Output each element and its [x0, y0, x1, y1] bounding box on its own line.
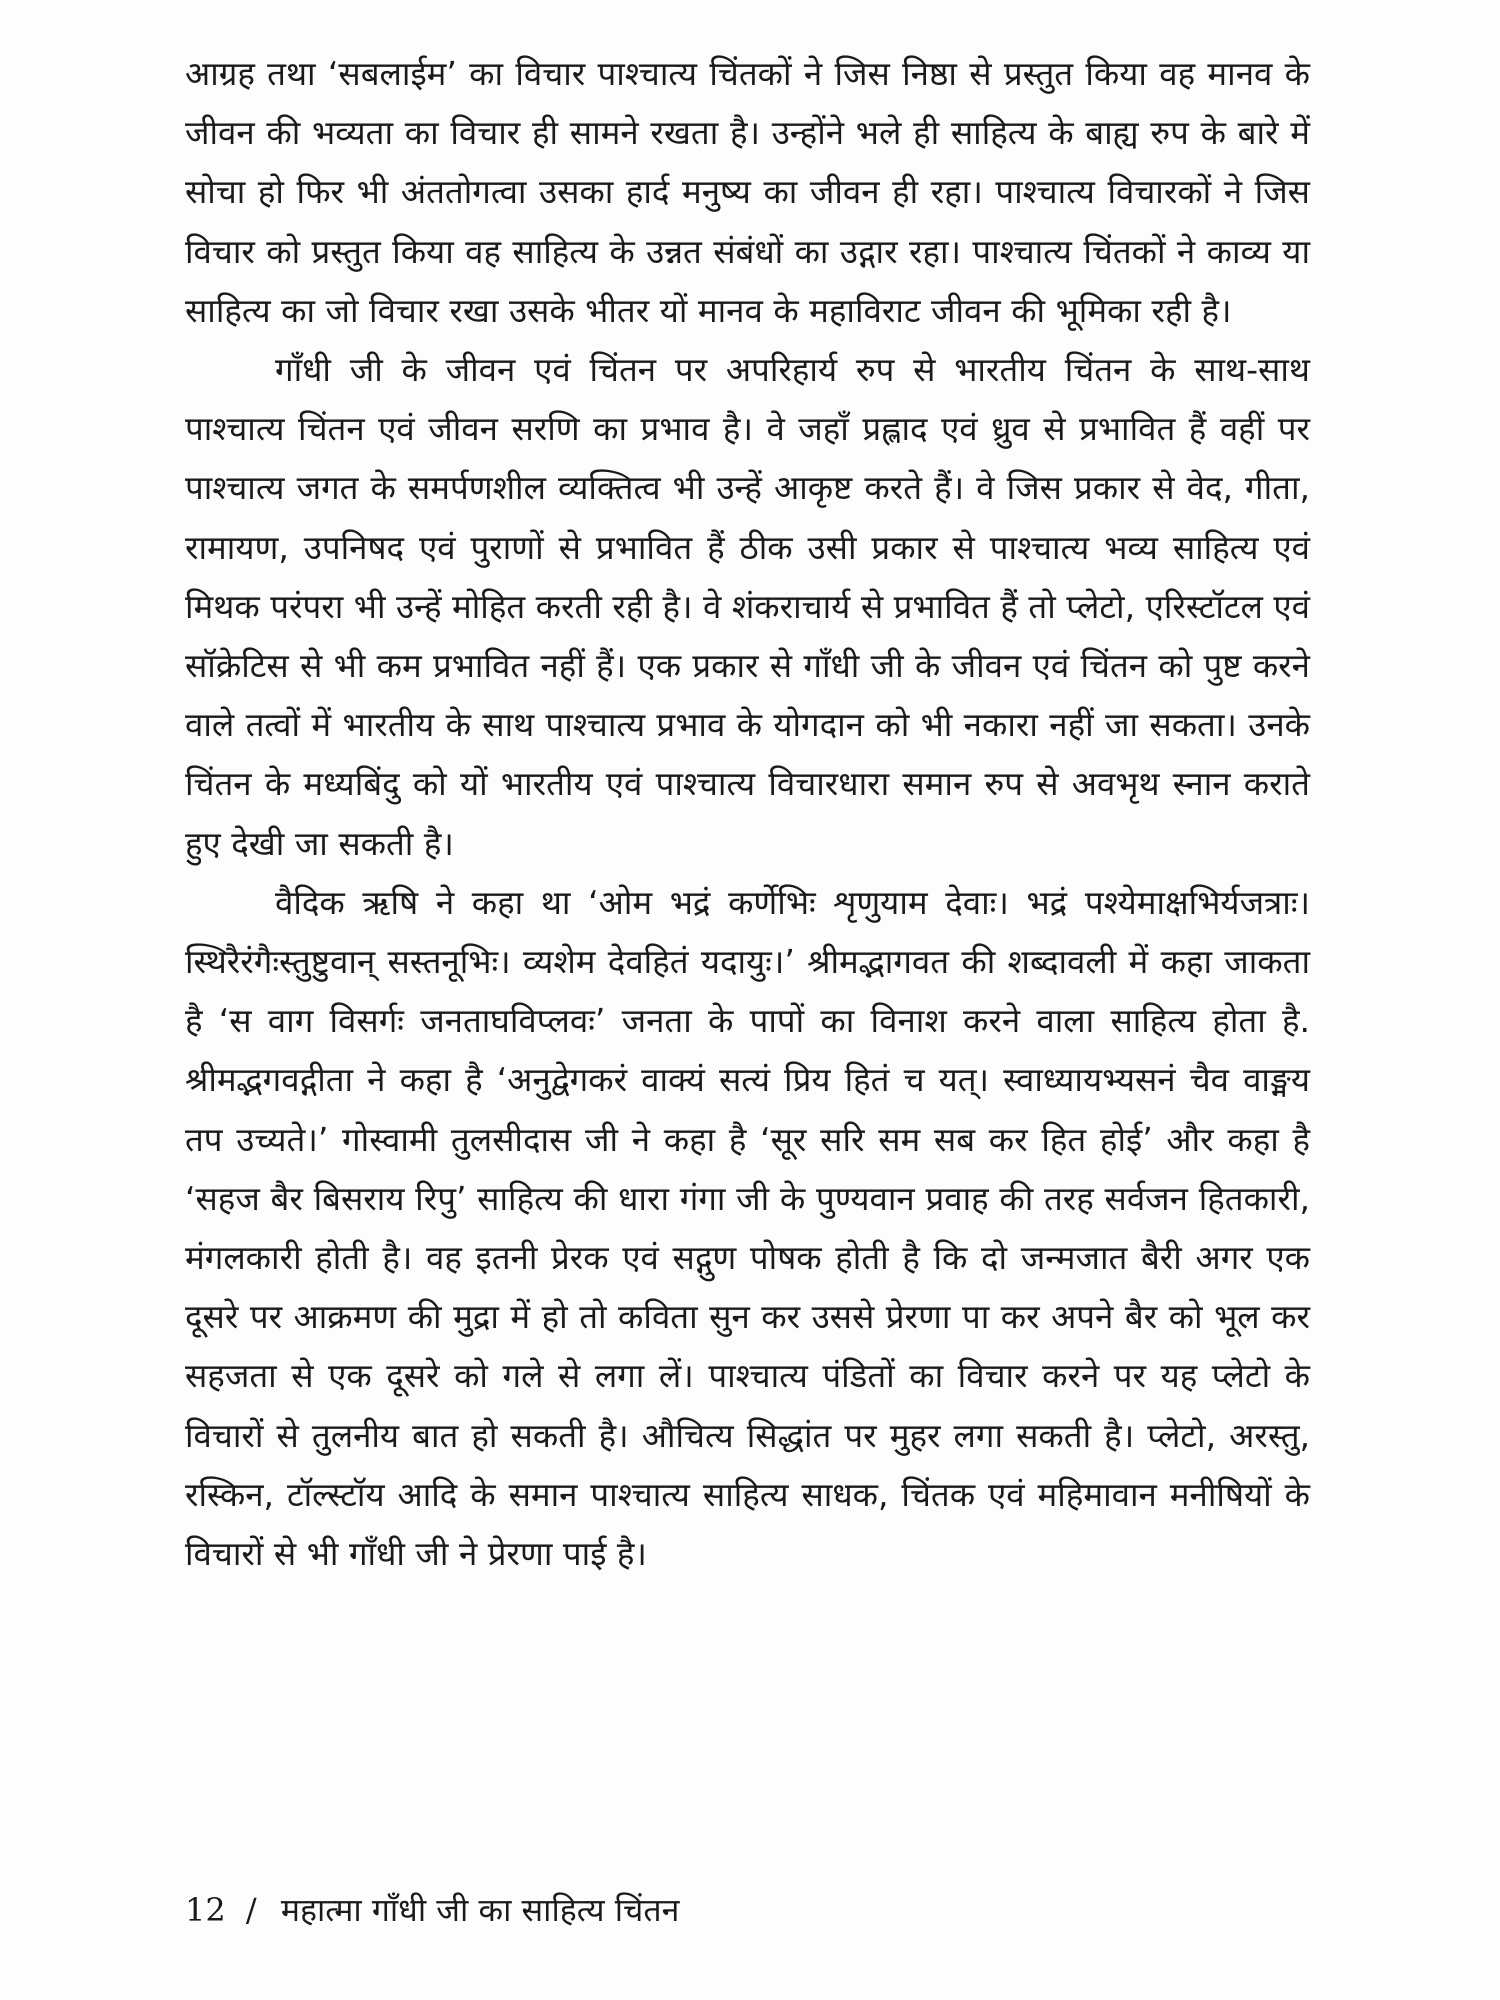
footer-separator: / [245, 1891, 257, 1929]
paragraph-continuation: आग्रह तथा ‘सबलाईम’ का विचार पाश्चात्य चिंतकों ने जिस निष्ठा से प्रस्तुत किया वह मानव के जीवन की भव्यता का विचार ही सामने रखता है। उन्होंने भले ही साहित्य के बाह्य रुप के बारे में सोचा हो फिर भी अंततोगत्वा उसका हार्द मनुष्य का जीवन ही रहा। पाश्चात्य विचारकों ने जिस विचार को प्रस्तुत किया वह साहित्य के उन्नत संबंधों का उद्गार रहा। पाश्चात्य चिंतकों ने काव्य या साहित्य का जो विचार रखा उसके भीतर यों मानव के महाविराट जीवन की भूमिका रही है। [185, 54, 1310, 330]
paragraph-vedic-quotes: वैदिक ऋषि ने कहा था ‘ओम भद्रं कर्णेभिः शृणुयाम देवाः। भद्रं पश्येमाक्षभिर्यजत्राः। स्थिरैरंगैःस्तुष्टुवान् सस्तनूभिः। व्यशेम देवहितं यदायुः।’ श्रीमद्भागवत की शब्दावली में कहा जाकता है ‘स वाग विसर्गः जनताघविप्लवः’ जनता के पापों का विनाश करने वाला साहित्य होता है. श्रीमद्भगवद्गीता ने कहा है ‘अनुद्वेगकरं वाक्यं सत्यं प्रिय हितं च यत्। स्वाध्यायभ्यसनं चैव वाङ्मय तप उच्यते।’ गोस्वामी तुलसीदास जी ने कहा है ‘सूर सरि सम सब कर हित होई’ और कहा है ‘सहज बैर बिसराय रिपु’ साहित्य की धारा गंगा जी के पुण्यवान प्रवाह की तरह सर्वजन हितकारी, मंगलकारी होती है। वह इतनी प्रेरक एवं सद्गुण पोषक होती है कि दो जन्मजात बैरी अगर एक दूसरे पर आक्रमण की मुद्रा में हो तो कविता सुन कर उससे प्रेरणा पा कर अपने बैर को भूल कर सहजता से एक दूसरे को गले से लगा लें। पाश्चात्य पंडितों का विचार करने पर यह प्लेटो के विचारों से तुलनीय बात हो सकती है। औचित्य सिद्धांत पर मुहर लगा सकती है। प्लेटो, अरस्तु, रस्किन, टॉल्स्टॉय आदि के समान पाश्चात्य साहित्य साधक, चिंतक एवं महिमावान मनीषियों के विचारों से भी गाँधी जी ने प्रेरणा पाई है। [185, 882, 1310, 1574]
paragraph-gandhi-influences: गाँधी जी के जीवन एवं चिंतन पर अपरिहार्य रुप से भारतीय चिंतन के साथ-साथ पाश्चात्य चिंतन एवं जीवन सरणि का प्रभाव है। वे जहाँ प्रह्लाद एवं ध्रुव से प्रभावित हैं वहीं पर पाश्चात्य जगत के समर्पणशील व्यक्तित्व भी उन्हें आकृष्ट करते हैं। वे जिस प्रकार से वेद, गीता, रामायण, उपनिषद एवं पुराणों से प्रभावित हैं ठीक उसी प्रकार से पाश्चात्य भव्य साहित्य एवं मिथक परंपरा भी उन्हें मोहित करती रही है। वे शंकराचार्य से प्रभावित हैं तो प्लेटो, एरिस्टॉटल एवं सॉक्रेटिस से भी कम प्रभावित नहीं हैं। एक प्रकार से गाँधी जी के जीवन एवं चिंतन को पुष्ट करने वाले तत्वों में भारतीय के साथ पाश्चात्य प्रभाव के योगदान को भी नकारा नहीं जा सकता। उनके चिंतन के मध्यबिंदु को यों भारतीय एवं पाश्चात्य विचारधारा समान रुप से अवभृथ स्नान कराते हुए देखी जा सकती है। [185, 350, 1310, 863]
body-text [185, 44, 1310, 1583]
page-footer [185, 1888, 679, 1931]
book-title: महात्मा गाँधी जी का साहित्य चिंतन [280, 1891, 680, 1929]
page-number: 12 [185, 1891, 226, 1929]
